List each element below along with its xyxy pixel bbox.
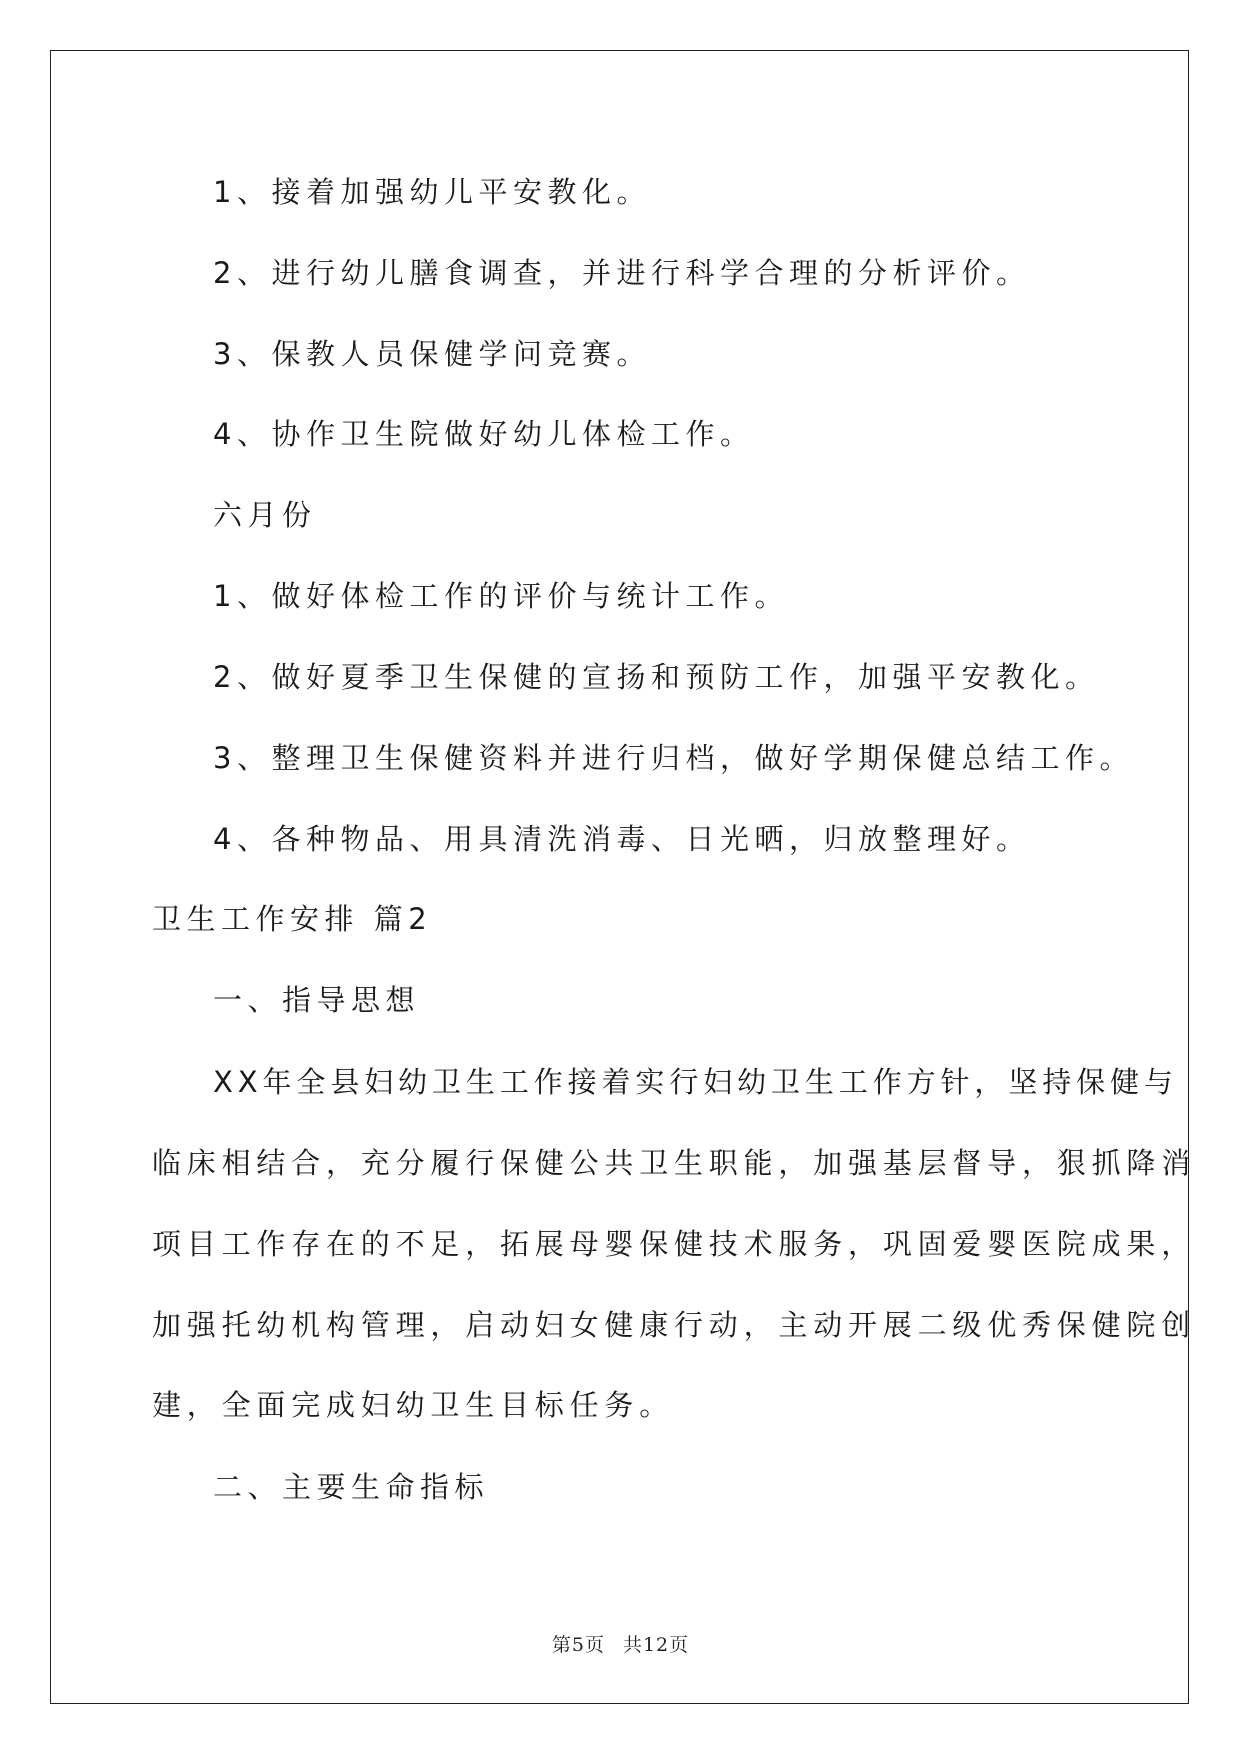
paragraph-line: 加强托幼机构管理，启动妇女健康行动，主动开展二级优秀保健院创 [152, 1308, 1197, 1342]
paragraph-line: 临床相结合，充分履行保健公共卫生职能，加强基层督导，狠抓降消 [152, 1146, 1197, 1180]
page-number: 第5页 [551, 1634, 605, 1656]
plan-item-line: 2、做好夏季卫生保健的宣扬和预防工作，加强平安教化。 [213, 660, 1100, 694]
month-heading: 六月份 [213, 498, 317, 532]
plan-item-line: 1、接着加强幼儿平安教化。 [213, 175, 651, 209]
plan-item-line: 2、进行幼儿膳食调查，并进行科学合理的分析评价。 [213, 256, 1031, 290]
paragraph-line: 建，全面完成妇幼卫生目标任务。 [152, 1388, 675, 1422]
page-border [50, 50, 1189, 1704]
paragraph-line: 项目工作存在的不足，拓展母婴保健技术服务，巩固爱婴医院成果， [152, 1227, 1197, 1261]
plan-item-line: 1、做好体检工作的评价与统计工作。 [213, 579, 789, 613]
plan-item-line: 4、各种物品、用具清洗消毒、日光晒，归放整理好。 [213, 822, 1031, 856]
section-title: 卫生工作安排 篇2 [152, 902, 433, 936]
subsection-heading: 一、指导思想 [213, 983, 421, 1017]
page-total: 共12页 [622, 1634, 690, 1656]
subsection-heading: 二、主要生命指标 [213, 1470, 490, 1504]
plan-item-line: 3、保教人员保健学问竞赛。 [213, 337, 651, 371]
plan-item-line: 4、协作卫生院做好幼儿体检工作。 [213, 417, 755, 451]
paragraph-line: XX年全县妇幼卫生工作接着实行妇幼卫生工作方针，坚持保健与 [213, 1065, 1178, 1099]
page-footer [0, 1630, 1241, 1657]
plan-item-line: 3、整理卫生保健资料并进行归档，做好学期保健总结工作。 [213, 741, 1134, 775]
